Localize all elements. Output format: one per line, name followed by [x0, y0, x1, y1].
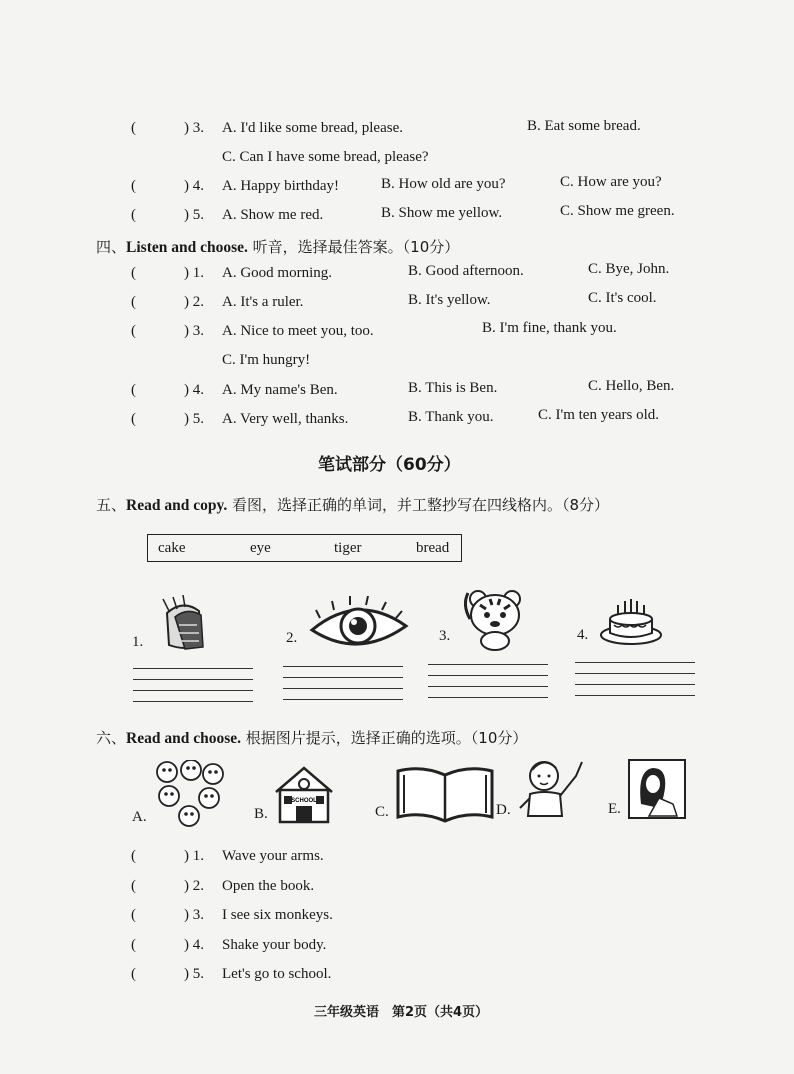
picture-label: D. — [496, 802, 511, 818]
cake-image — [598, 597, 664, 647]
question-number: ) 4. — [184, 937, 204, 953]
option-b: B. It's yellow. — [408, 292, 491, 308]
section-title-cn: 根据图片提示，选择正确的选项。（10分） — [245, 729, 528, 747]
section-title — [96, 727, 527, 748]
girl-portrait-image — [627, 758, 687, 820]
answer-paren: ( — [131, 907, 136, 923]
option-b: B. This is Ben. — [408, 380, 498, 396]
school-sign: SCHOOL — [291, 798, 317, 804]
option-b: B. Eat some bread. — [527, 118, 641, 134]
option-c: C. Hello, Ben. — [588, 378, 675, 394]
option-c: C. I'm ten years old. — [538, 407, 660, 423]
question-number: ) 3. — [184, 323, 204, 339]
answer-paren: ( — [131, 323, 136, 339]
question-text: Shake your body. — [222, 937, 327, 953]
section-title-cn: 听音，选择最佳答案。（10分） — [252, 238, 460, 256]
word-bank-item: tiger — [334, 540, 362, 556]
answer-paren: ( — [131, 966, 136, 982]
section-title-en: Read and copy. — [126, 497, 228, 514]
question-text: I see six monkeys. — [222, 907, 333, 923]
answer-paren: ( — [131, 265, 136, 281]
section-title — [96, 494, 609, 515]
answer-paren: ( — [131, 178, 136, 194]
tiger-image — [460, 585, 532, 651]
picture-label: B. — [254, 806, 268, 822]
bread-image — [155, 595, 217, 655]
option-b: B. Thank you. — [408, 409, 494, 425]
answer-paren: ( — [131, 411, 136, 427]
question-text: Let's go to school. — [222, 966, 332, 982]
section-title-en: Read and choose. — [126, 730, 241, 747]
question-number: ) 1. — [184, 848, 204, 864]
section-number: 五、 — [96, 496, 127, 514]
question-number: ) 5. — [184, 966, 204, 982]
school-image — [272, 762, 336, 826]
answer-paren: ( — [131, 382, 136, 398]
option-a: A. Very well, thanks. — [222, 411, 349, 427]
option-a: A. Show me red. — [222, 207, 324, 223]
picture-label: 3. — [439, 628, 451, 644]
picture-label: 2. — [286, 630, 298, 646]
option-a: A. It's a ruler. — [222, 294, 304, 310]
word-bank-item: cake — [158, 540, 186, 556]
four-line-grid[interactable] — [283, 666, 403, 710]
option-c: C. Show me green. — [560, 203, 675, 219]
question-number: ) 2. — [184, 878, 204, 894]
section-number: 四、 — [96, 238, 127, 256]
option-c: C. How are you? — [560, 174, 662, 190]
option-a: A. Happy birthday! — [222, 178, 340, 194]
option-a: A. My name's Ben. — [222, 382, 338, 398]
question-number: ) 5. — [184, 207, 204, 223]
four-line-grid[interactable] — [133, 668, 253, 712]
written-section-title: 笔试部分（60分） — [318, 455, 461, 475]
waving-boy-image — [516, 754, 590, 824]
option-c: C. Bye, John. — [588, 261, 670, 277]
option-c: C. It's cool. — [588, 290, 657, 306]
word-bank — [147, 534, 462, 562]
option-b: B. Good afternoon. — [408, 263, 524, 279]
section-title — [96, 236, 459, 257]
option-c: C. Can I have some bread, please? — [222, 149, 429, 165]
picture-label: C. — [375, 804, 389, 820]
question-number: ) 2. — [184, 294, 204, 310]
question-number: ) 1. — [184, 265, 204, 281]
question-number: ) 3. — [184, 120, 204, 136]
eye-image — [308, 596, 410, 656]
page-footer: 三年级英语 第2页（共4页） — [314, 1005, 489, 1020]
picture-label: 4. — [577, 627, 589, 643]
word-bank-item: bread — [416, 540, 450, 556]
answer-paren: ( — [131, 848, 136, 864]
answer-paren: ( — [131, 120, 136, 136]
picture-label: 1. — [132, 634, 144, 650]
answer-paren: ( — [131, 207, 136, 223]
question-number: ) 5. — [184, 411, 204, 427]
answer-paren: ( — [131, 937, 136, 953]
option-c: C. I'm hungry! — [222, 352, 311, 368]
picture-label: E. — [608, 801, 621, 817]
question-number: ) 3. — [184, 907, 204, 923]
section-title-en: Listen and choose. — [126, 239, 248, 256]
question-number: ) 4. — [184, 178, 204, 194]
four-line-grid[interactable] — [575, 662, 695, 706]
option-a: A. Good morning. — [222, 265, 332, 281]
option-b: B. I'm fine, thank you. — [482, 320, 617, 336]
four-line-grid[interactable] — [428, 664, 548, 708]
question-number: ) 4. — [184, 382, 204, 398]
option-a: A. I'd like some bread, please. — [222, 120, 403, 136]
option-b: B. How old are you? — [381, 176, 506, 192]
picture-label: A. — [132, 809, 147, 825]
monkeys-image — [153, 760, 225, 828]
answer-paren: ( — [131, 294, 136, 310]
answer-paren: ( — [131, 878, 136, 894]
book-image — [394, 765, 496, 825]
section-title-cn: 看图，选择正确的单词，并工整抄写在四线格内。（8分） — [232, 496, 610, 514]
section-number: 六、 — [96, 729, 127, 747]
word-bank-item: eye — [250, 540, 271, 556]
option-a: A. Nice to meet you, too. — [222, 323, 374, 339]
option-b: B. Show me yellow. — [381, 205, 503, 221]
question-text: Open the book. — [222, 878, 315, 894]
question-text: Wave your arms. — [222, 848, 324, 864]
